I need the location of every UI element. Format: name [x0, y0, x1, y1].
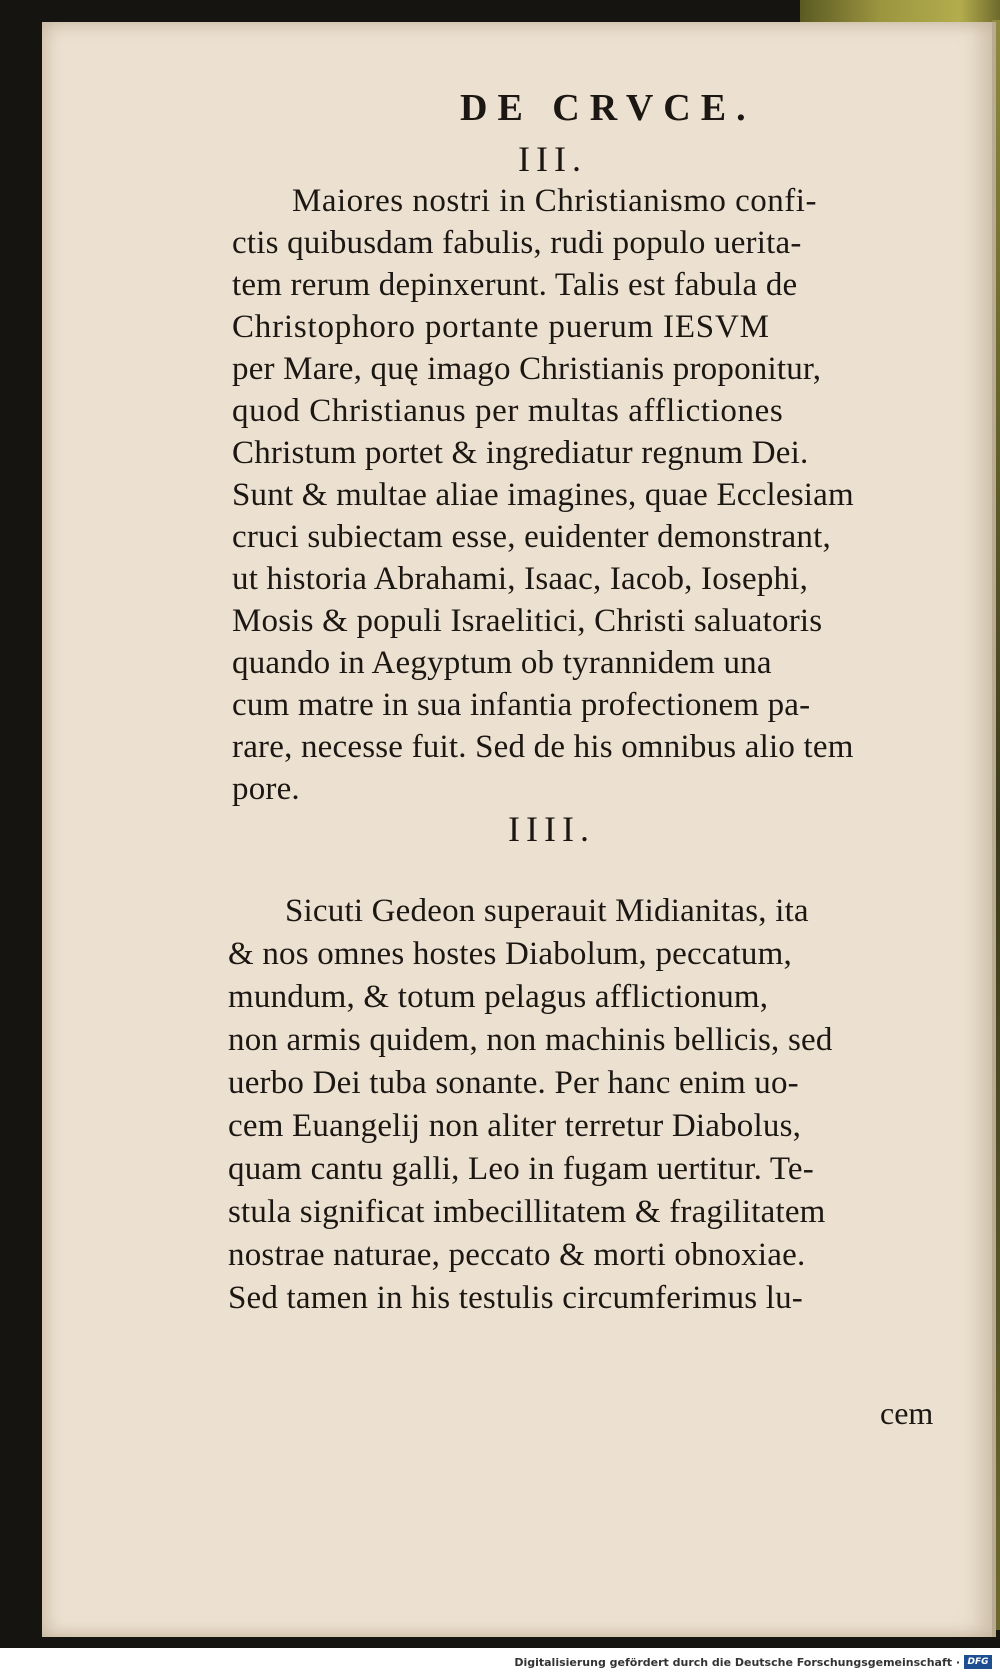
text-line: Sicuti Gedeon superauit Midianitas, ita — [285, 893, 809, 929]
text-line: quod Christianus per multas afflictiones — [232, 393, 784, 429]
text-line: Mosis & populi Israelitici, Christi saluatoris — [232, 603, 823, 639]
text-line: rare, necesse fuit. Sed de his omnibus alio tem — [232, 729, 854, 765]
section-number-3: III. — [518, 139, 587, 179]
text-line: Sed tamen in his testulis circumferimus lu- — [228, 1280, 803, 1316]
text-line: cruci subiectam esse, euidenter demonstrant, — [232, 519, 831, 555]
text-line: per Mare, quę imago Christianis proponitur, — [232, 351, 822, 387]
text-line: Christophoro portante puerum IESVM — [232, 309, 770, 345]
text-line: & nos omnes hostes Diabolum, peccatum, — [228, 936, 792, 972]
text-line: cem Euangelij non aliter terretur Diabolus, — [228, 1108, 802, 1144]
footer-bar — [0, 1648, 1000, 1674]
text-line: Sunt & multae aliae imagines, quae Ecclesiam — [232, 477, 854, 513]
section-number-4: IIII. — [508, 809, 595, 849]
text-line: ctis quibusdam fabulis, rudi populo uerita- — [232, 225, 802, 261]
text-line: Maiores nostri in Christianismo confi- — [292, 183, 817, 219]
text-line: quando in Aegyptum ob tyrannidem una — [232, 645, 772, 681]
page-header-title: DE CRVCE. — [460, 87, 756, 129]
text-line: Christum portet & ingrediatur regnum Dei. — [232, 435, 809, 471]
text-line: ut historia Abrahami, Isaac, Iacob, Iosephi, — [232, 561, 809, 597]
text-line: quam cantu galli, Leo in fugam uertitur. Te- — [228, 1151, 814, 1187]
catchword: cem — [880, 1395, 934, 1431]
text-line: mundum, & totum pelagus afflictionum, — [228, 979, 769, 1015]
text-line: tem rerum depinxerunt. Talis est fabula de — [232, 267, 798, 303]
text-line: pore. — [232, 771, 300, 807]
text-line: stula significat imbecillitatem & fragilitatem — [228, 1194, 826, 1230]
text-line: uerbo Dei tuba sonante. Per hanc enim uo- — [228, 1065, 799, 1101]
dfg-logo-icon: DFG — [964, 1655, 992, 1669]
footer-funding-text: Digitalisierung gefördert durch die Deutsche Forschungsgemeinschaft · — [514, 1656, 960, 1669]
text-line: non armis quidem, non machinis bellicis, sed — [228, 1022, 833, 1058]
text-line: nostrae naturae, peccato & morti obnoxiae. — [228, 1237, 806, 1273]
text-line: cum matre in sua infantia profectionem pa- — [232, 687, 811, 723]
